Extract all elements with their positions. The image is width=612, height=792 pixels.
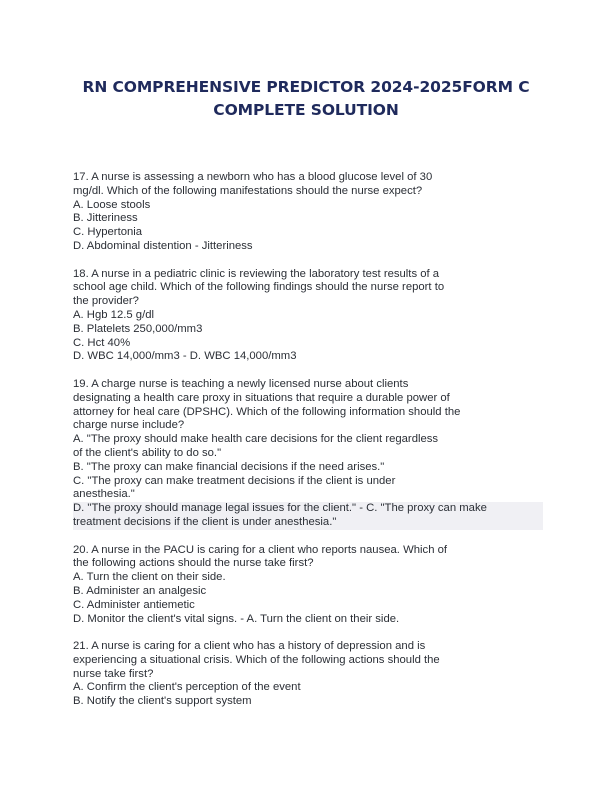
- document-title: [60, 76, 552, 122]
- answer-option: A. Turn the client on their side.: [73, 571, 226, 584]
- answer-option-with-solution: D. "The proxy should manage legal issues for the client." - C. "The proxy can make: [73, 502, 543, 516]
- answer-option: of the client's ability to do so.": [73, 446, 222, 459]
- answer-option: B. Administer an analgesic: [73, 584, 207, 597]
- answer-option: B. "The proxy can make financial decisions if the need arises.": [73, 460, 385, 473]
- question-text-line: nurse take first?: [73, 667, 154, 680]
- answer-option: C. Hypertonia: [73, 226, 143, 239]
- title-line-1: RN COMPREHENSIVE PREDICTOR 2024-2025FORM C: [82, 78, 530, 96]
- answer-option: A. Loose stools: [73, 198, 151, 211]
- question-text-line: the provider?: [73, 295, 139, 308]
- question-text-line: 18. A nurse in a pediatric clinic is reviewing the laboratory test results of a: [73, 267, 440, 280]
- question-text-line: mg/dl. Which of the following manifestations should the nurse expect?: [73, 184, 423, 197]
- question-text-line: school age child. Which of the following findings should the nurse report to: [73, 281, 445, 294]
- question-text-line: the following actions should the nurse take first?: [73, 557, 314, 570]
- question-17: [73, 171, 543, 254]
- question-text-line: designating a health care proxy in situations that require a durable power of: [73, 391, 450, 404]
- question-20: [73, 544, 543, 627]
- answer-option: C. Administer antiemetic: [73, 598, 195, 611]
- answer-option: anesthesia.": [73, 488, 135, 501]
- solution-text: treatment decisions if the client is under anesthesia.": [73, 516, 543, 530]
- answer-option-with-solution: D. WBC 14,000/mm3 - D. WBC 14,000/mm3: [73, 350, 297, 363]
- question-18: [73, 268, 543, 365]
- question-text-line: 20. A nurse in the PACU is caring for a client who reports nausea. Which of: [73, 543, 448, 556]
- question-21: [73, 640, 543, 709]
- answer-option: B. Platelets 250,000/mm3: [73, 322, 203, 335]
- title-line-2: COMPLETE SOLUTION: [213, 101, 399, 119]
- answer-option-with-solution: D. Monitor the client's vital signs. - A. Turn the client on their side.: [73, 612, 400, 625]
- answer-option: C. "The proxy can make treatment decisions if the client is under: [73, 474, 396, 487]
- answer-option: B. Jitteriness: [73, 212, 138, 225]
- question-text-line: experiencing a situational crisis. Which of the following actions should the: [73, 653, 440, 666]
- answer-option: C. Hct 40%: [73, 336, 131, 349]
- question-19: [73, 378, 543, 530]
- question-text-line: 21. A nurse is caring for a client who has a history of depression and is: [73, 640, 426, 653]
- answer-option: A. "The proxy should make health care decisions for the client regardless: [73, 433, 439, 446]
- answer-option: A. Confirm the client's perception of the event: [73, 681, 301, 694]
- question-text-line: 19. A charge nurse is teaching a newly licensed nurse about clients: [73, 377, 409, 390]
- answer-option: B. Notify the client's support system: [73, 695, 252, 708]
- questions-body: [73, 171, 543, 723]
- question-text-line: 17. A nurse is assessing a newborn who has a blood glucose level of 30: [73, 171, 433, 183]
- question-text-line: charge nurse include?: [73, 419, 185, 432]
- answer-option: A. Hgb 12.5 g/dl: [73, 308, 155, 321]
- answer-option-with-solution: D. Abdominal distention - Jitteriness: [73, 239, 253, 252]
- question-text-line: attorney for heal care (DPSHC). Which of the following information should the: [73, 405, 461, 418]
